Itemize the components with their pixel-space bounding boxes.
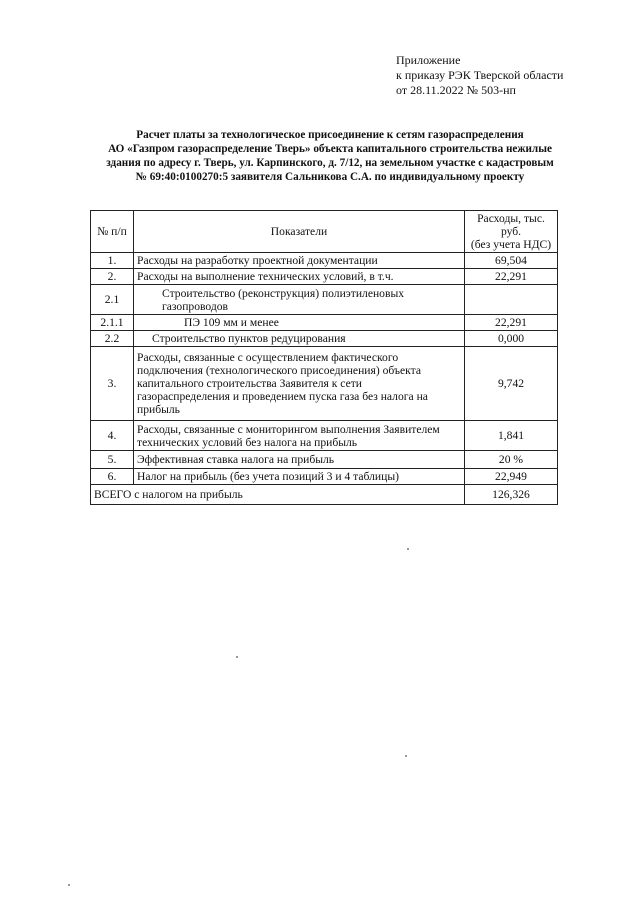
appendix-line-3: от 28.11.2022 № 503-нп <box>396 83 516 97</box>
table-header-row <box>91 211 558 253</box>
row-name: Налог на прибыль (без учета позиций 3 и 4 таблицы) <box>134 469 465 485</box>
row-num: 2.1.1 <box>91 315 134 331</box>
table-total-row <box>91 485 558 505</box>
table-row <box>91 285 558 315</box>
header-value <box>465 211 558 253</box>
row-name: Эффективная ставка налога на прибыль <box>134 451 465 469</box>
row-value: 22,291 <box>465 315 558 331</box>
row-num: 2. <box>91 269 134 285</box>
row-value: 20 % <box>465 451 558 469</box>
header-num: № п/п <box>91 211 134 253</box>
row-value: 9,742 <box>465 347 558 421</box>
row-name: Расходы, связанные с осуществлением фактического подключения (технологического присоединения) объекта капитального строительства Заявителя к сети газораспределения и проведением пуска газа без налога на прибыль <box>134 347 465 421</box>
row-num: 2.1 <box>91 285 134 315</box>
appendix-line-2: к приказу РЭК Тверской области <box>396 68 564 82</box>
row-value: 22,291 <box>465 269 558 285</box>
table-row <box>91 469 558 485</box>
table-row <box>91 315 558 331</box>
scan-speck <box>405 755 407 757</box>
row-value <box>465 285 558 315</box>
table-row <box>91 269 558 285</box>
row-num: 4. <box>91 421 134 451</box>
table-row <box>91 421 558 451</box>
row-num: 6. <box>91 469 134 485</box>
row-name: Расходы на выполнение технических условий, в т.ч. <box>134 269 465 285</box>
table-row <box>91 253 558 269</box>
title-line-2: АО «Газпром газораспределение Тверь» объекта капитального строительства нежилые <box>108 143 552 155</box>
row-name: ПЭ 109 мм и менее <box>134 315 465 331</box>
table-row <box>91 331 558 347</box>
row-num: 5. <box>91 451 134 469</box>
total-label: ВСЕГО с налогом на прибыль <box>91 485 465 505</box>
table-row <box>91 347 558 421</box>
header-value-line-1: Расходы, тыс. руб. <box>477 212 545 238</box>
row-value: 1,841 <box>465 421 558 451</box>
row-name: Строительство пунктов редуцирования <box>134 331 465 347</box>
table-row <box>91 451 558 469</box>
header-value-line-2: (без учета НДС) <box>470 238 552 251</box>
row-num: 1. <box>91 253 134 269</box>
scan-speck <box>68 884 70 886</box>
calculation-table <box>90 210 558 505</box>
scan-speck <box>236 656 238 658</box>
row-num: 3. <box>91 347 134 421</box>
row-name: Расходы на разработку проектной документации <box>134 253 465 269</box>
document-title <box>70 128 590 184</box>
row-value: 22,949 <box>465 469 558 485</box>
row-num: 2.2 <box>91 331 134 347</box>
title-line-1: Расчет платы за технологическое присоединение к сетям газораспределения <box>136 129 524 141</box>
row-value: 69,504 <box>465 253 558 269</box>
row-name: Расходы, связанные с мониторингом выполнения Заявителем технических условий без налога на прибыль <box>134 421 465 451</box>
row-name: Строительство (реконструкция) полиэтиленовых газопроводов <box>134 285 465 315</box>
total-value: 126,326 <box>465 485 558 505</box>
appendix-line-1: Приложение <box>396 53 461 67</box>
scan-speck <box>407 548 409 550</box>
row-value: 0,000 <box>465 331 558 347</box>
header-name: Показатели <box>134 211 465 253</box>
title-line-4: № 69:40:0100270:5 заявителя Сальникова С.А. по индивидуальному проекту <box>135 171 525 183</box>
title-line-3: здания по адресу г. Тверь, ул. Карпинского, д. 7/12, на земельном участке с кадастровым <box>106 157 554 169</box>
appendix-block <box>396 53 563 98</box>
